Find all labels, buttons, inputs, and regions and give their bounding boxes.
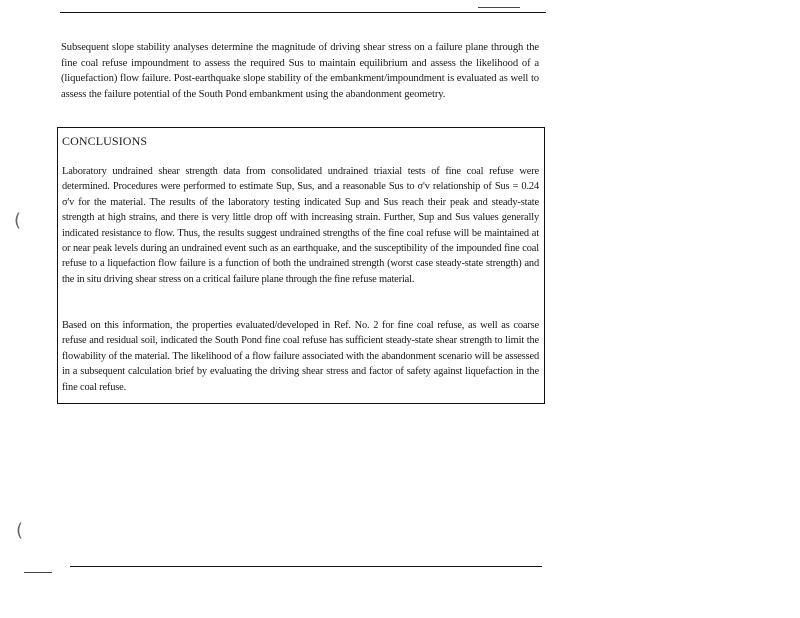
binder-hole-mark: ( — [16, 520, 24, 541]
conclusions-heading: CONCLUSIONS — [62, 134, 148, 148]
conclusions-box — [57, 127, 545, 404]
intro-paragraph: Subsequent slope stability analyses determine the magnitude of driving shear stress on a failure plane through the fine coal refuse impoundment to assess the required Sus to maintain equilibrium and assess the likelihood of a (liquefaction) flow failure. Post-earthquake slope stability of the embankment/impoundment is evaluated as well to assess the failure potential of the South Pond embankment using the abandonment geometry. — [61, 42, 539, 100]
conclusions-paragraph-2: Based on this information, the properties evaluated/developed in Ref. No. 2 for fine coal refuse, as well as coarse refuse and residual soil, indicated the South Pond fine coal refuse has sufficient steady-state shear strength to limit the flowability of the material. The likelihood of a flow failure associated with the abandonment scenario will be assessed in a subsequent calculation brief by evaluating the driving shear stress and factor of safety against liquefaction in the fine coal refuse. — [62, 320, 539, 393]
footer-rule — [70, 566, 542, 567]
footer-rule-short — [24, 572, 52, 573]
header-rule-short — [478, 7, 520, 8]
conclusions-paragraph-1: Laboratory undrained shear strength data from consolidated undrained triaxial tests of fine coal refuse were determined. Procedures were performed to estimate Sup, Sus, and a reasonable Sus to σ'v relationship of Sus = 0.24 σ'v for the material. The results of the laboratory testing indicated Sup and Sus reach their peak and steady-state strength at high strains, and there is very little drop off with increasing strain. Further, Sup and Sus values generally indicated resistance to flow. Thus, the results suggest undrained strengths of the fine coal refuse will be maintained at or near peak levels during an undrained event such as an earthquake, and the susceptibility of the impounded fine coal refuse to a liquefaction flow failure is a function of both the undrained strength (worst case steady-state strength) and the in situ driving shear stress on a critical failure plane through the fine refuse material. — [62, 166, 539, 285]
binder-hole-mark: ( — [14, 210, 22, 231]
header-rule — [60, 12, 546, 13]
